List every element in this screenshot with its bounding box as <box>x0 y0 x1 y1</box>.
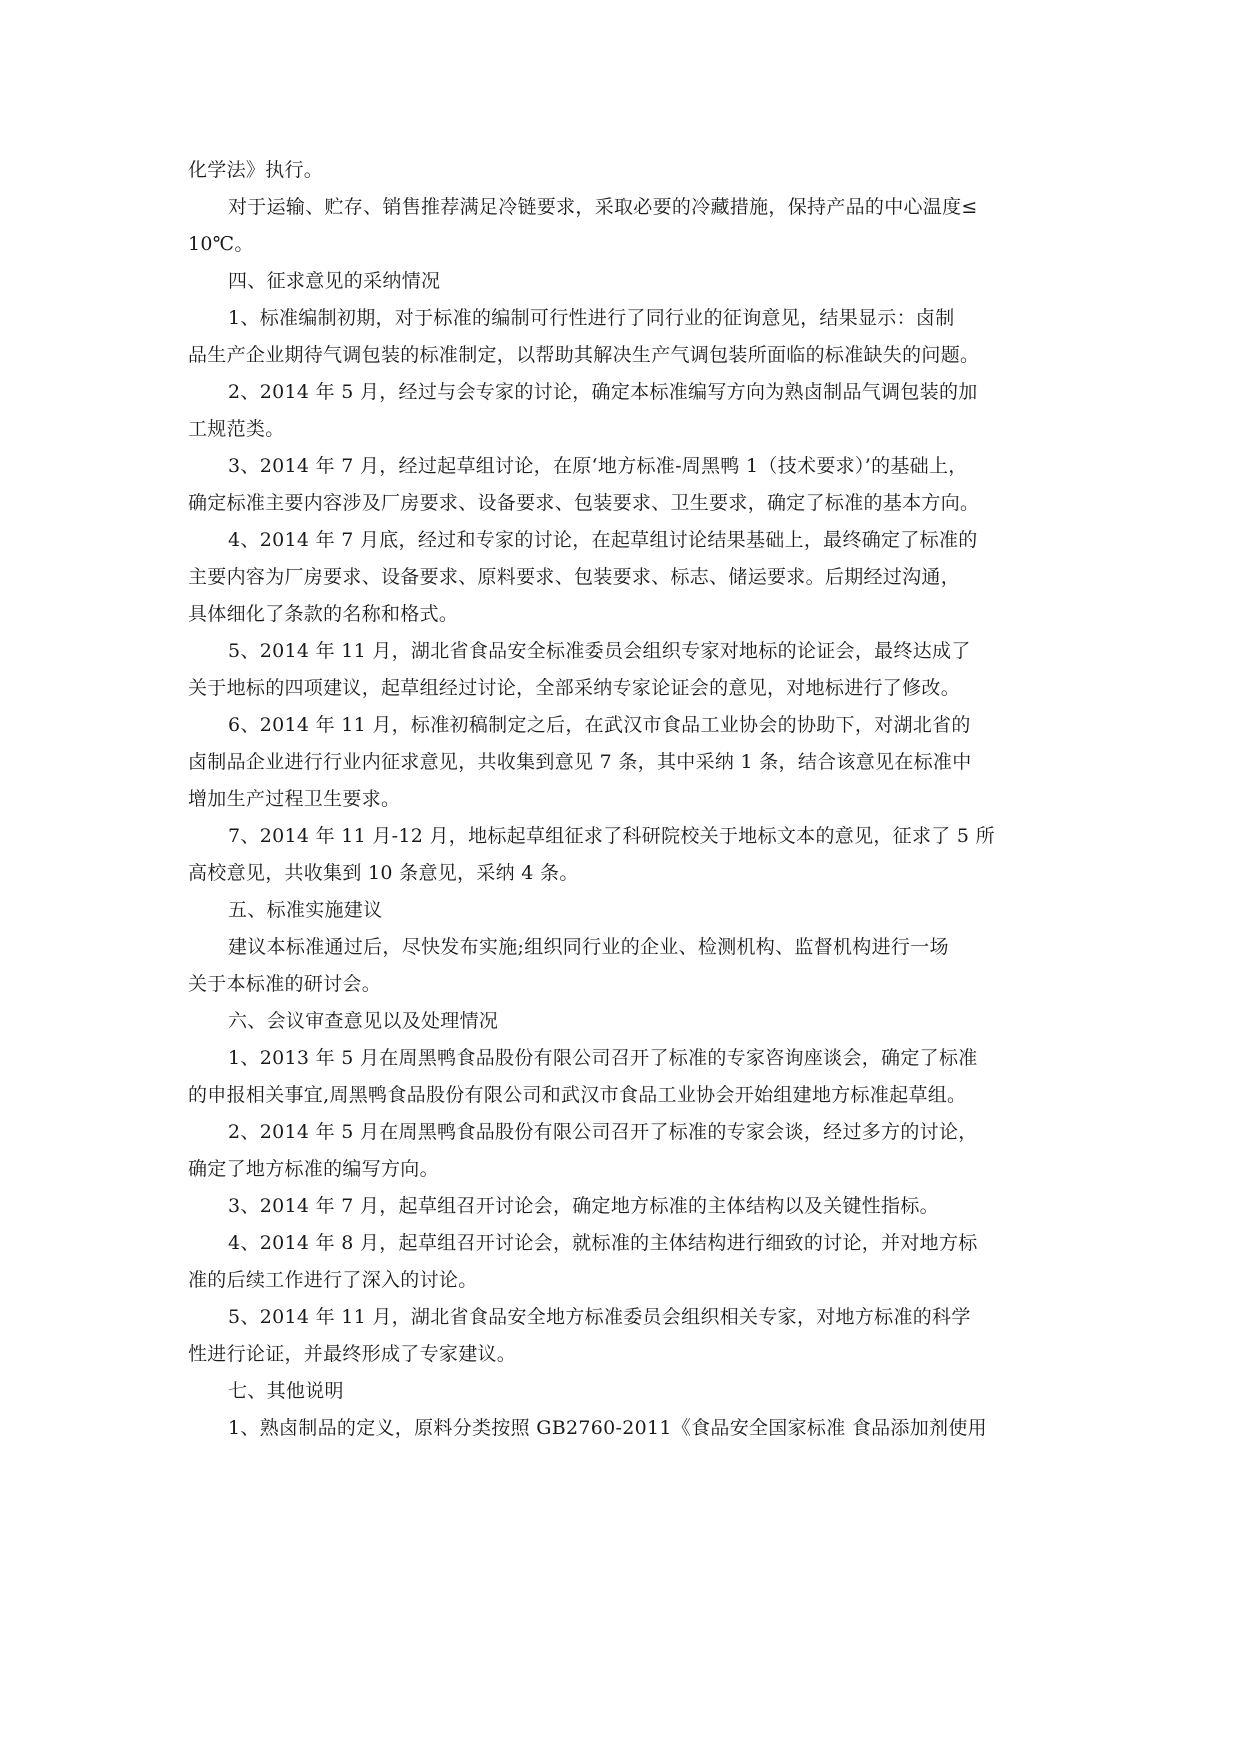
text-line: 七、其他说明 <box>228 1380 344 1402</box>
text-line: 高校意见，共收集到 10 条意见，采纳 4 条。 <box>188 862 579 884</box>
document-body <box>188 152 1058 1447</box>
text-line: 品生产企业期待气调包装的标准制定，以帮助其解决生产气调包装所面临的标准缺失的问题。 <box>188 344 980 366</box>
text-line: 增加生产过程卫生要求。 <box>188 788 401 810</box>
text-line: 准的后续工作进行了深入的讨论。 <box>188 1269 478 1291</box>
text-line: 关于地标的四项建议，起草组经过讨论，全部采纳专家论证会的意见，对地标进行了修改。 <box>188 677 961 699</box>
text-line: 工规范类。 <box>188 418 285 440</box>
text-line: 对于运输、贮存、销售推荐满足冷链要求，采取必要的冷藏措施，保持产品的中心温度≤ <box>228 196 978 218</box>
text-line: 4、2014 年 7 月底，经过和专家的讨论，在起草组讨论结果基础上，最终确定了标准的 <box>228 529 978 551</box>
text-line: 五、标准实施建议 <box>228 899 383 921</box>
text-line: 7、2014 年 11 月-12 月，地标起草组征求了科研院校关于地标文本的意见，征求了 5 所 <box>228 825 995 847</box>
text-line: 确定标准主要内容涉及厂房要求、设备要求、包装要求、卫生要求，确定了标准的基本方向。 <box>188 492 980 514</box>
text-line: 关于本标准的研讨会。 <box>188 973 382 995</box>
text-line: 的申报相关事宜,周黑鸭食品股份有限公司和武汉市食品工业协会开始组建地方标准起草组。 <box>188 1084 967 1106</box>
text-line: 卤制品企业进行行业内征求意见，共收集到意见 7 条，其中采纳 1 条，结合该意见在标准中 <box>188 751 972 773</box>
text-line: 1、标准编制初期，对于标准的编制可行性进行了同行业的征询意见，结果显示：卤制 <box>228 307 955 329</box>
text-line: 2、2014 年 5 月，经过与会专家的讨论，确定本标准编写方向为熟卤制品气调包装的加 <box>228 381 978 403</box>
text-line: 确定了地方标准的编写方向。 <box>188 1158 439 1180</box>
text-line: 主要内容为厂房要求、设备要求、原料要求、包装要求、标志、储运要求。后期经过沟通， <box>188 566 961 588</box>
text-line: 化学法》执行。 <box>188 159 324 181</box>
text-line: 3、2014 年 7 月，起草组召开讨论会，确定地方标准的主体结构以及关键性指标。 <box>228 1195 939 1217</box>
text-line: 建议本标准通过后，尽快发布实施;组织同行业的企业、检测机构、监督机构进行一场 <box>228 936 949 958</box>
text-line: 1、2013 年 5 月在周黑鸭食品股份有限公司召开了标准的专家咨询座谈会，确定了标准 <box>228 1047 978 1069</box>
text-line: 5、2014 年 11 月，湖北省食品安全地方标准委员会组织相关专家，对地方标准的科学 <box>228 1306 971 1328</box>
text-line: 具体细化了条款的名称和格式。 <box>188 603 459 625</box>
text-line: 6、2014 年 11 月，标准初稿制定之后，在武汉市食品工业协会的协助下，对湖北省的 <box>228 714 971 736</box>
text-line: 性进行论证，并最终形成了专家建议。 <box>188 1343 517 1365</box>
text-line: 5、2014 年 11 月，湖北省食品安全标准委员会组织专家对地标的论证会，最终达成了 <box>228 640 971 662</box>
text-line: 2、2014 年 5 月在周黑鸭食品股份有限公司召开了标准的专家会谈，经过多方的讨论， <box>228 1121 978 1143</box>
text-line: 四、征求意见的采纳情况 <box>228 270 441 292</box>
text-line: 六、会议审查意见以及处理情况 <box>228 1010 499 1032</box>
text-line: 1、熟卤制品的定义，原料分类按照 GB2760-2011《食品安全国家标准 食品添加剂使用 <box>228 1417 987 1439</box>
text-line: 10℃。 <box>188 233 254 255</box>
text-line: 4、2014 年 8 月，起草组召开讨论会，就标准的主体结构进行细致的讨论，并对地方标 <box>228 1232 978 1254</box>
text-line: 3、2014 年 7 月，经过起草组讨论，在原‘地方标准-周黑鸭 1（技术要求）’的基础上， <box>228 455 968 477</box>
